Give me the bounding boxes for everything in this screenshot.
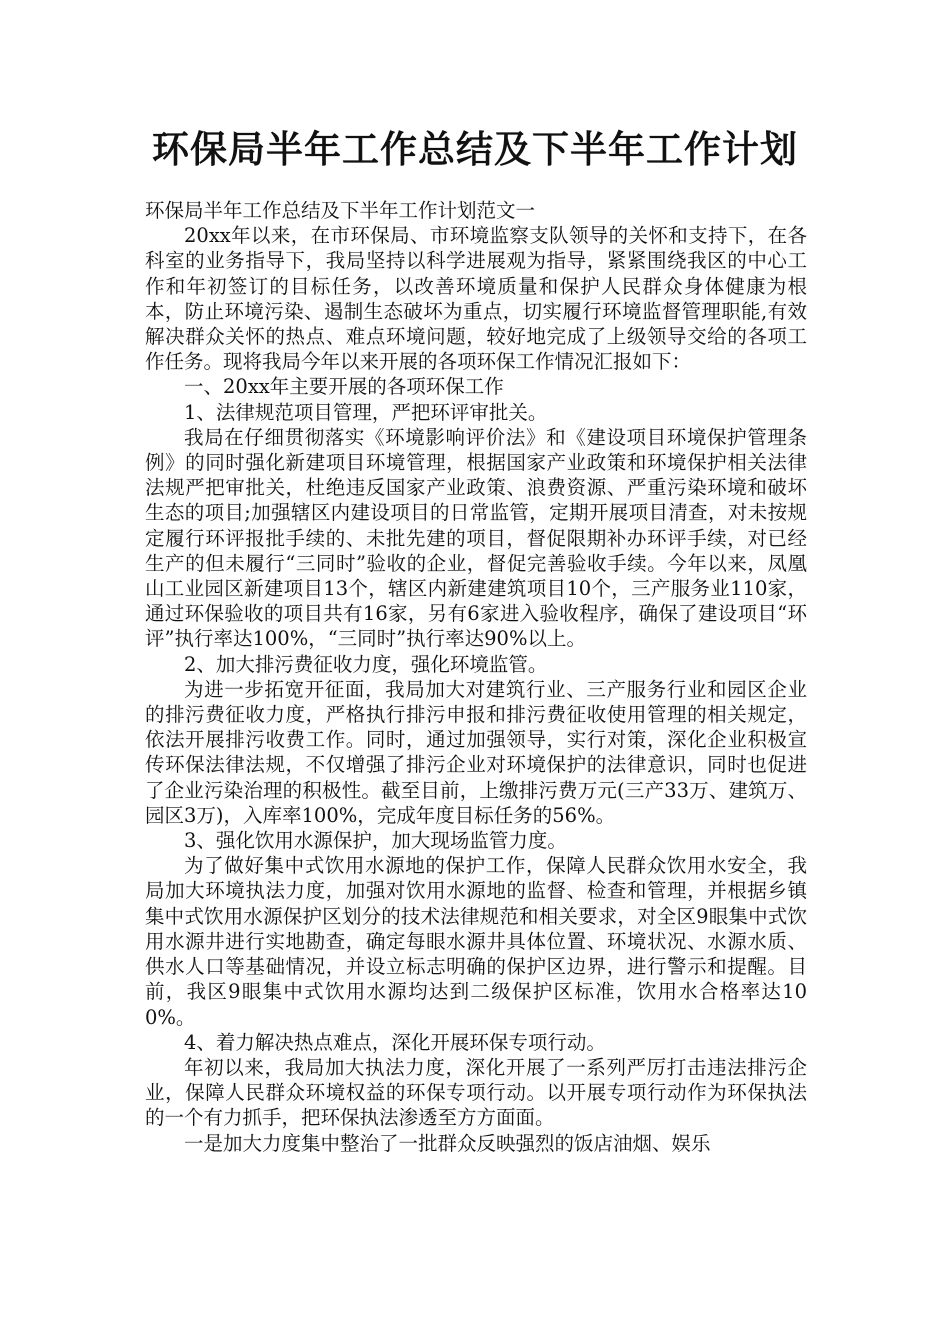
body-paragraph: 年初以来，我局加大执法力度，深化开展了一系列严厉打击违法排污企业，保障人民群众环境权益的环保专项行动。以开展专项行动作为环保执法的一个有力抓手，把环保执法渗透至方方面面。 bbox=[145, 1055, 807, 1130]
document-subtitle: 环保局半年工作总结及下半年工作计划范文一 bbox=[145, 199, 536, 222]
body-paragraph: 3、强化饮用水源保护，加大现场监管力度。 bbox=[184, 829, 567, 853]
body-paragraph: 为进一步拓宽开征面，我局加大对建筑行业、三产服务行业和园区企业的排污费征收力度，严格执行排污申报和排污费征收使用管理的相关规定，依法开展排污收费工作。同时，通过加强领导，实行对策，深化企业积极宣传环保法律法规，不仅增强了排污企业对环境保护的法律意识，同时也促进了企业污染治理的积极性。截至目前，上缴排污费万元(三产33万、建筑万、园区3万)，入库率100%，完成年度目标任务的56%。 bbox=[145, 677, 807, 827]
body-paragraph: 20xx年以来，在市环保局、市环境监察支队领导的关怀和支持下，在各科室的业务指导下，我局坚持以科学进展观为指导，紧紧围绕我区的中心工作和年初签订的目标任务，以改善环境质量和保护人民群众身体健康为根本，防止环境污染、遏制生态破坏为重点，切实履行环境监督管理职能,有效解决群众关怀的热点、难点环境问题，较好地完成了上级领导交给的各项工作任务。现将我局今年以来开展的各项环保工作情况汇报如下： bbox=[145, 224, 807, 374]
document-title: 环保局半年工作总结及下半年工作计划 bbox=[152, 127, 798, 171]
body-paragraph: 1、法律规范项目管理，严把环评审批关。 bbox=[184, 400, 548, 424]
body-paragraph: 为了做好集中式饮用水源地的保护工作，保障人民群众饮用水安全，我局加大环境执法力度，加强对饮用水源地的监督、检查和管理，并根据乡镇集中式饮用水源保护区划分的技术法律规范和相关要求，对全区9眼集中式饮用水源井进行实地勘查，确定每眼水源井具体位置、环境状况、水源水质、供水人口等基础情况，并设立标志明确的保护区边界，进行警示和提醒。目前，我区9眼集中式饮用水源均达到二级保护区标准，饮用水合格率达100%。 bbox=[145, 854, 807, 1029]
body-paragraph: 我局在仔细贯彻落实《环境影响评价法》和《建设项目环境保护管理条例》的同时强化新建项目环境管理，根据国家产业政策和环境保护相关法律法规严把审批关，杜绝违反国家产业政策、浪费资源、严重污染环境和破坏生态的项目;加强辖区内建设项目的日常监管，定期开展项目清查，对未按规定履行环评报批手续的、未批先建的项目，督促限期补办环评手续，对已经生产的但未履行“三同时”验收的企业，督促完善验收手续。今年以来，凤凰山工业园区新建项目13个，辖区内新建建筑项目10个，三产服务业110家，通过环保验收的项目共有16家，另有6家进入验收程序，确保了建设项目“环评”执行率达100%，“三同时”执行率达90%以上。 bbox=[145, 425, 807, 651]
body-paragraph: 2、加大排污费征收力度，强化环境监管。 bbox=[184, 652, 548, 676]
body-paragraph: 4、着力解决热点难点，深化开展环保专项行动。 bbox=[184, 1030, 606, 1054]
document-body bbox=[145, 198, 807, 1156]
body-paragraph: 一、20xx年主要开展的各项环保工作 bbox=[184, 375, 504, 399]
body-paragraph: 一是加大力度集中整治了一批群众反映强烈的饭店油烟、娱乐 bbox=[184, 1131, 711, 1155]
